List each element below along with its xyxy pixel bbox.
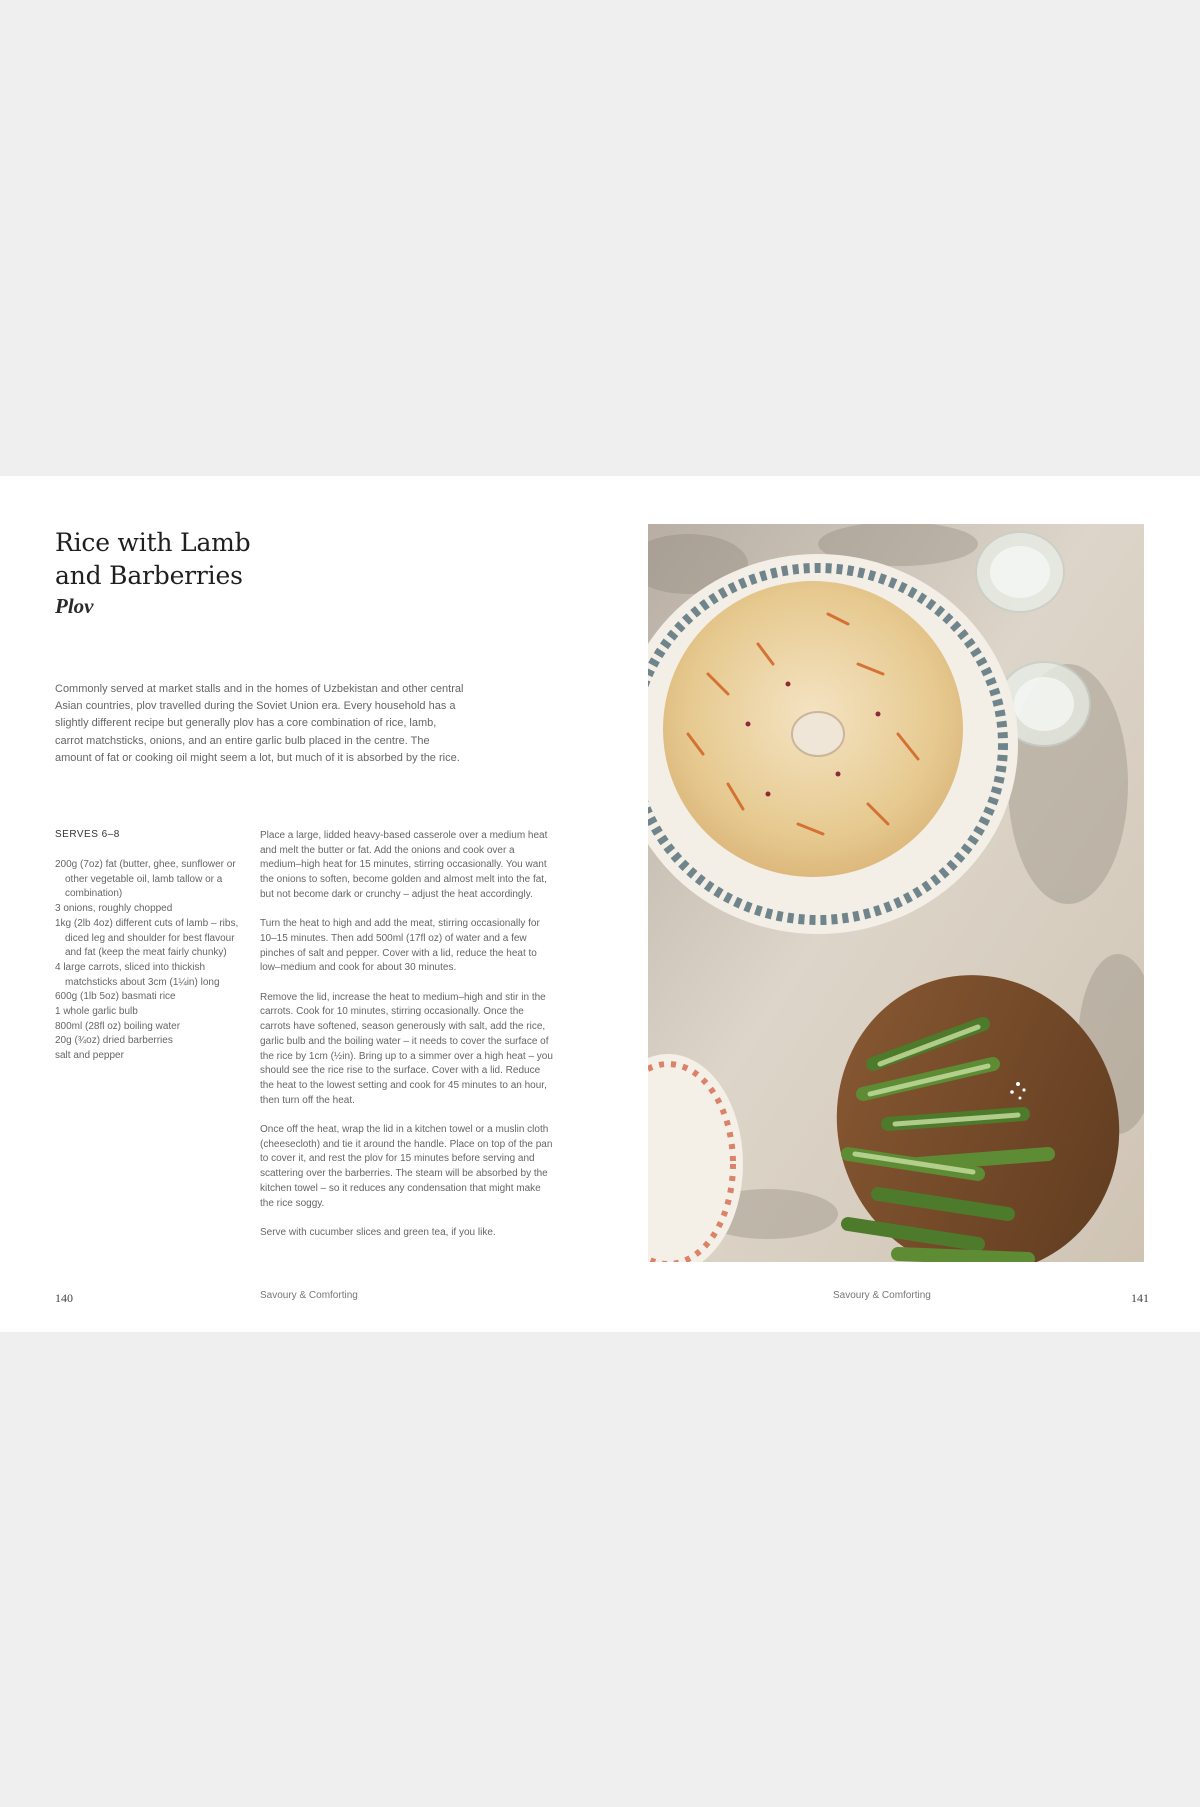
- ingredient-item: 1 whole garlic bulb: [55, 1006, 138, 1018]
- method-step: Once off the heat, wrap the lid in a kitchen towel or a muslin cloth (cheesecloth) and tie it around the handle. Place on top of the pan to cover it, and rest the plov for 15 minutes before serving and scattering over the barberries. The steam will be absorbed by the kitchen towel – so it reduces any condensation that might make the rice soggy.: [260, 1124, 553, 1209]
- method-step: Remove the lid, increase the heat to medium–high and stir in the carrots. Cook for 10 minutes, stirring occasionally. Once the carrots have softened, season generously with salt, add the rice, garlic bulb and the boiling water – it needs to cover the surface of the rice by 1cm (½in). Bring up to a simmer over a high heat – you should see the rice rise to the surface. Cover with a lid. Reduce the heat to the lowest setting and cook for 45 minutes to an hour, then turn off the heat.: [260, 991, 553, 1106]
- method-step: Place a large, lidded heavy-based casserole over a medium heat and melt the butter or fat. Add the onions and cook over a medium–high heat for 15 minutes, stirring occasionally. You want the onions to soften, become golden and almost melt into the fat, but not become dark or crunchy – adjust the heat accordingly.: [260, 830, 548, 900]
- ingredients-list: [55, 858, 240, 1064]
- recipe-intro: Commonly served at market stalls and in the homes of Uzbekistan and other central Asian countries, plov travelled during the Soviet Union era. Every household has a slightly different recipe but generally plov has a core combination of rice, lamb, carrot matchsticks, onions, and an entire garlic bulb placed in the centre. The amount of fat or cooking oil might seem a lot, but much of it is absorbed by the rice.: [55, 683, 464, 764]
- right-page: [600, 476, 1200, 1332]
- running-head-left: Savoury & Comforting: [260, 1290, 358, 1301]
- ingredient-item: 20g (¾oz) dried barberries: [55, 1035, 173, 1047]
- ingredient-item: 600g (1lb 5oz) basmati rice: [55, 991, 176, 1003]
- ingredient-item: salt and pepper: [55, 1050, 124, 1062]
- book-spread: [0, 476, 1200, 1332]
- ingredient-item: 800ml (28fl oz) boiling water: [55, 1020, 181, 1032]
- food-photo: [648, 524, 1144, 1262]
- ingredient-item: 1kg (2lb 4oz) different cuts of lamb – ribs, diced leg and shoulder for best flavour and fat (keep the meat fairly chunky): [55, 917, 239, 959]
- page-number-right: 141: [1131, 1291, 1149, 1305]
- page-number-left: 140: [55, 1291, 73, 1305]
- method-step: Turn the heat to high and add the meat, stirring occasionally for 10–15 minutes. Then add 500ml (17fl oz) of water and a few pinches of salt and pepper. Cover with a lid, reduce the heat to low–medium and cook for about 30 minutes.: [260, 918, 540, 974]
- food-photo-illustration: [648, 524, 1144, 1262]
- serves-label: SERVES 6–8: [55, 829, 120, 840]
- recipe-subtitle: Plov: [55, 594, 94, 618]
- method-step: Serve with cucumber slices and green tea, if you like.: [260, 1226, 496, 1238]
- ingredient-item: 3 onions, roughly chopped: [55, 903, 173, 915]
- recipe-title-line-1: Rice with Lamb: [55, 528, 251, 557]
- method-steps: [260, 829, 556, 1255]
- running-head-right: Savoury & Comforting: [833, 1290, 931, 1301]
- recipe-title-line-2: and Barberries: [55, 561, 243, 590]
- ingredient-item: 4 large carrots, sliced into thickish matchsticks about 3cm (1¼in) long: [55, 961, 220, 988]
- recipe-title: [55, 526, 250, 592]
- ingredient-item: 200g (7oz) fat (butter, ghee, sunflower or other vegetable oil, lamb tallow or a combination): [55, 859, 236, 900]
- left-page: [0, 476, 600, 1332]
- glass-illustration: [976, 532, 1064, 612]
